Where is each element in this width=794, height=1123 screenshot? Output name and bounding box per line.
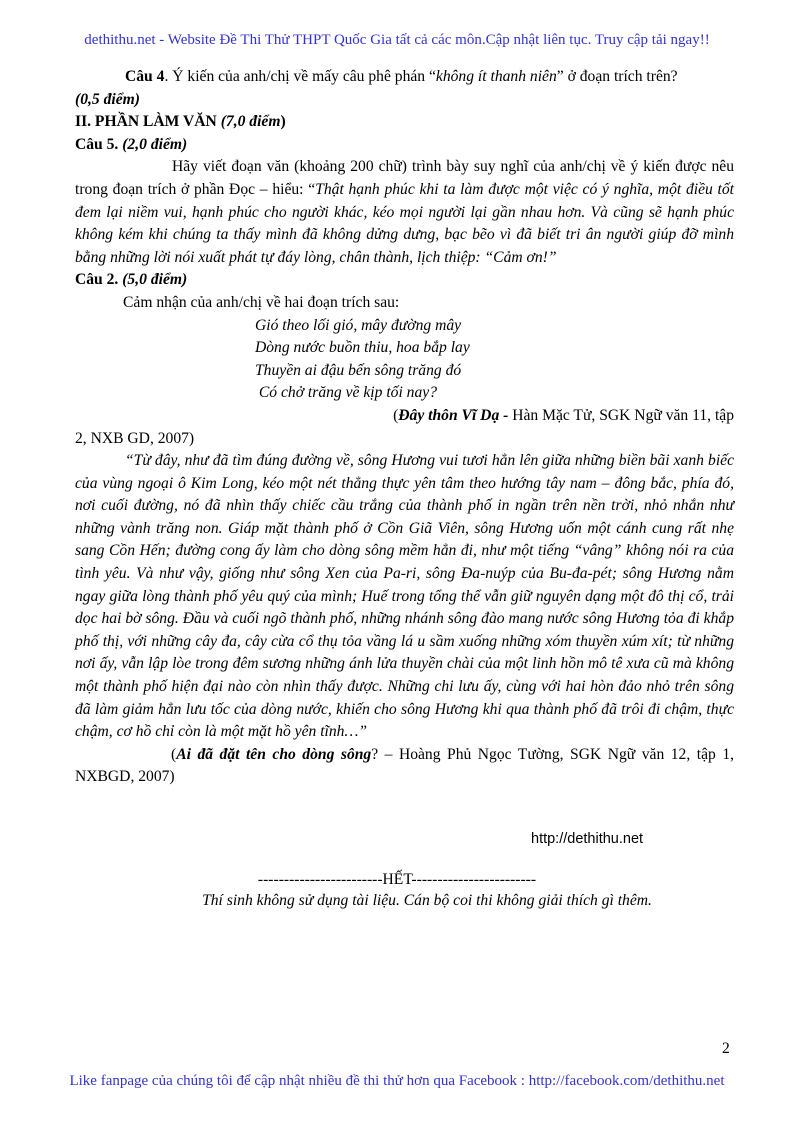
- question-4-text: . Ý kiến của anh/chị về mấy câu phê phán “: [164, 68, 436, 85]
- poem-source-title: Đây thôn Vĩ Dạ -: [398, 406, 513, 424]
- section-2-close: ): [280, 113, 286, 131]
- poem-line: Gió theo lối gió, mây đường mây: [255, 316, 462, 334]
- poem-source-rest: Hàn Mặc Tử, SGK Ngữ văn 11, tập: [512, 406, 734, 424]
- watermark-url[interactable]: http://dethithu.net: [531, 831, 644, 847]
- prose-source-title: Ai đã đặt tên cho dòng sông: [176, 745, 372, 763]
- poem-line: Có chở trăng về kịp tối nay?: [255, 384, 437, 402]
- question-5-text: Hãy viết đoạn văn (khoảng 200 chữ) trình bày suy nghĩ của anh/chị về ý kiến được nêu trong đoạn trích ở phần Đọc – hiểu: “: [75, 158, 734, 198]
- question-5-points: (2,0 điểm): [122, 135, 188, 153]
- end-mark: ------------------------HẾT------------------------: [257, 871, 537, 888]
- question-5-quote: Thật hạnh phúc khi ta làm được một việc có ý nghĩa, một điều tốt đem lại niềm vui, hạnh phúc cho người khác, kéo mọi người lại gần nhau hơn. Và cũng sẽ hạnh phúc không kém khi chúng ta thấy mình đã không dửng dưng, bạc bẽo vì đã biết tri ân người giúp đỡ mình bằng những lời nói xuất phát tự đáy lòng, chân thành, lịch thiệp: “Cảm ơn!”: [75, 180, 734, 266]
- question-2-heading: [75, 269, 734, 292]
- poem-line: Dòng nước buồn thiu, hoa bắp lay: [255, 339, 470, 357]
- prose-source-open: (: [171, 745, 177, 763]
- poem-source: [75, 405, 734, 428]
- page-header: dethithu.net - Website Đề Thi Thử THPT Quốc Gia tất cả các môn.Cập nhật liên tục. Truy cập tải ngay!!: [84, 32, 710, 48]
- section-2-points: (7,0 điểm: [220, 113, 281, 131]
- poem-source-open: (: [393, 406, 399, 424]
- question-4-label: Câu 4: [125, 68, 165, 85]
- question-4: [75, 66, 734, 89]
- question-5-label: Câu 5.: [75, 135, 123, 153]
- question-5-body: [75, 156, 734, 269]
- page-number: 2: [722, 1040, 730, 1057]
- prose-excerpt: “Từ đây, như đã tìm đúng đường về, sông Hương vui tươi hẳn lên giữa những biền bãi xanh biếc của vùng ngoại ô Kim Long, kéo một nét thẳng thực yên tâm theo hướng tây nam – đông bắc, phía đó, nơi cuối đường, nó đã nhìn thấy chiếc cầu trắng của thành phố in ngần trên nền trời, nhỏ nhắn như những vành trăng non. Giáp mặt thành phố ở Cồn Giã Viên, sông Hương uốn một cánh cung rất nhẹ sang Cồn Hến; đường cong ấy làm cho dòng sông mềm hẳn đi, như một tiếng “vâng” không nói ra của tình yêu. Và như vậy, giống như sông Xen của Pa-ri, sông Đa-nuýp của Bu-đa-pét; sông Hương nằm ngay giữa lòng thành phố yêu quý của mình; Huế trong tổng thể vẫn giữ nguyên dạng một đô thị cổ, trải dọc hai bờ sông. Đầu và cuối ngõ thành phố, những nhánh sông đào mang nước sông Hương tỏa đi khắp phố thị, với những cây đa, cây cừa cổ thụ tỏa vầng lá u sầm xuống những xóm thuyền xúm xít; từ những nơi ấy, vẫn lập lòe trong đêm sương những ánh lửa thuyền chài của một linh hồn mô tê xưa cũ mà không một thành phố hiện đại nào còn nhìn thấy được. Những chi lưu ấy, cùng với hai hòn đảo nhỏ trên sông đã làm giảm hẳn lưu tốc của dòng nước, khiến cho sông Hương khi qua thành phố đã trôi đi chậm, thực chậm, cơ hồ chỉ còn là một mặt hồ yên tĩnh…”: [75, 452, 734, 741]
- section-2-label: II. PHẦN LÀM VĂN: [75, 113, 221, 131]
- poem-line: Thuyền ai đậu bến sông trăng đó: [255, 361, 462, 379]
- prose-source: [75, 744, 734, 789]
- poem-excerpt: [255, 315, 734, 405]
- question-2-points: (5,0 điểm): [122, 271, 188, 289]
- exam-note: Thí sinh không sử dụng tài liệu. Cán bộ coi thi không giải thích gì thêm.: [202, 892, 652, 909]
- question-2-intro: Cảm nhận của anh/chị về hai đoạn trích sau:: [123, 293, 400, 311]
- section-2-heading: [75, 111, 734, 134]
- question-5-heading: [75, 134, 734, 157]
- document-body: [75, 66, 734, 789]
- poem-source-continued: 2, NXB GD, 2007): [75, 429, 195, 447]
- question-4-quote: không ít thanh niên: [435, 68, 557, 85]
- question-2-label: Câu 2.: [75, 271, 123, 289]
- question-4-points: (0,5 điểm): [75, 90, 140, 108]
- page-footer: Like fanpage của chúng tôi để cập nhật nhiều đề thi thử hơn qua Facebook : http://facebook.com/dethithu.net: [69, 1073, 725, 1089]
- question-4-text-end: ” ở đoạn trích trên?: [556, 68, 678, 85]
- prose-source-rest: ? – Hoàng Phủ Ngọc Tường, SGK Ngữ văn 12, tập 1, NXBGD, 2007): [75, 745, 735, 786]
